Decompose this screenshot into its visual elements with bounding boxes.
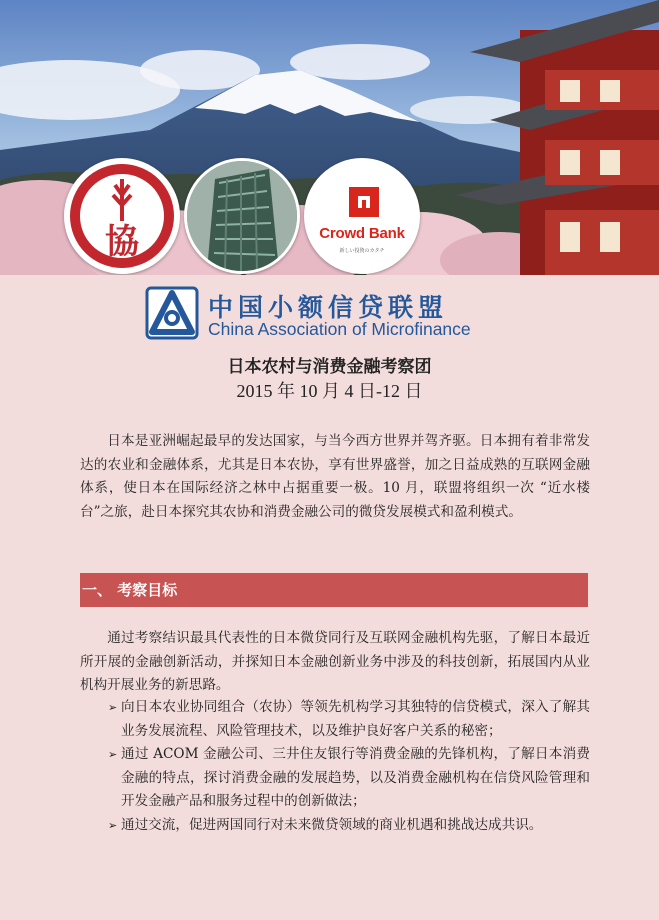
nokyo-logo-badge	[64, 158, 180, 274]
header-banner	[0, 0, 659, 275]
nokyo-logo-mark: 協	[105, 222, 139, 262]
list-item-text: 通过 ACOM 金融公司、三井住友银行等消费金融的先锋机构，了解日本消费金融的特点，探讨消费金融的发展趋势，以及消费金融机构在信贷风险管理和开发金融产品和服务过程中的创新做法；	[121, 746, 590, 809]
intro-paragraph: 日本是亚洲崛起最早的发达国家，与当今西方世界并驾齐驱。日本拥有着非常发达的农业和金融体系，尤其是日本农协，享有世界盛誉，加之日益成熟的互联网金融体系，使日本在国际经济之林中占据重要一极。10 月，联盟将组织一次 “近水楼台”之旅，赴日本探究其农协和消费金融公司的微贷发展模式和盈利模式。	[80, 433, 590, 520]
crowd-bank-logo-icon	[349, 187, 379, 217]
page-title: 日本农村与消费金融考察团	[227, 357, 432, 377]
arrow-bullet-icon: ➢	[108, 701, 118, 714]
section-header-goals: 一、 考察目标	[80, 573, 588, 607]
list-item	[80, 696, 590, 743]
cam-name-chinese: 中国小额信贷联盟	[208, 293, 449, 322]
arrow-bullet-icon: ➢	[108, 748, 118, 761]
trip-dates: 2015 年 10 月 4 日-12 日	[236, 381, 423, 401]
crowd-bank-logo-badge	[304, 158, 420, 274]
crowd-bank-name: Crowd Bank	[319, 225, 405, 242]
list-item	[80, 743, 590, 814]
goals-bullet-list	[80, 696, 590, 837]
list-item-text: 向日本农业协同组合（农协）等领先机构学习其独特的信贷模式，深入了解其业务发展流程、风险管理技术，以及维护良好客户关系的秘密；	[121, 699, 590, 739]
list-item	[80, 814, 590, 838]
office-building-badge	[184, 158, 300, 274]
cam-name-english: China Association of Microfinance	[208, 319, 471, 339]
cam-logo-icon	[145, 286, 199, 340]
goals-paragraph: 通过考察结识最具代表性的日本微贷同行及互联网金融机构先驱，了解日本最近所开展的金融创新活动，并探知日本金融创新业务中涉及的科技创新，拓展国内从业机构开展业务的新思路。	[80, 630, 590, 693]
crowd-bank-tagline: 新しい投資のカタチ	[339, 248, 385, 254]
list-item-text: 通过交流，促进两国同行对未来微贷领域的商业机遇和挑战达成共识。	[121, 816, 543, 833]
cam-logo	[145, 286, 515, 340]
arrow-bullet-icon: ➢	[108, 818, 118, 832]
ja-nokyo-logo	[67, 161, 177, 271]
office-building-image	[187, 161, 297, 271]
